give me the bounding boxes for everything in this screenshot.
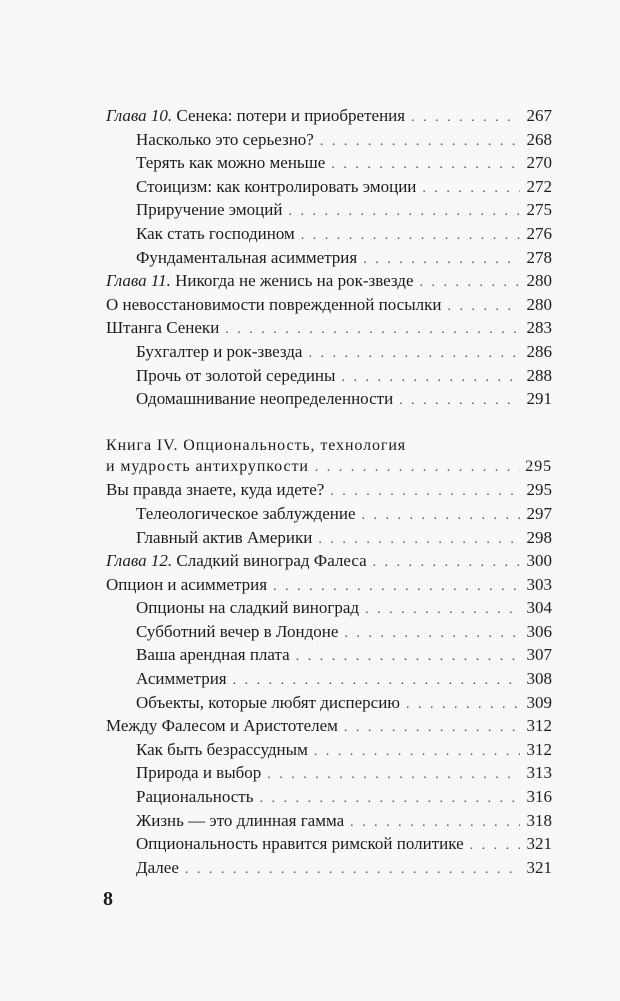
- toc-entry-page: 307: [526, 645, 552, 665]
- toc-entry: [106, 364, 552, 388]
- dot-leader: [411, 106, 520, 130]
- book-heading: [106, 432, 552, 455]
- toc-entry-text: Бухгалтер и рок-звезда: [136, 341, 303, 361]
- toc-entry-title: [136, 761, 261, 785]
- book-heading-line-2: и мудрость антихрупкости: [106, 457, 309, 475]
- toc-entry-page: 308: [526, 669, 552, 689]
- book-heading-page: 295: [525, 457, 552, 475]
- dot-leader: [331, 153, 520, 177]
- toc-entry-text: Штанга Сенеки: [106, 318, 220, 338]
- toc-entry: [106, 643, 552, 667]
- toc-entry: [106, 714, 552, 738]
- dot-leader: [341, 366, 520, 390]
- toc-entry-title: [136, 198, 282, 222]
- dot-leader: [362, 504, 520, 528]
- toc-entry-text: Одомашнивание неопределенности: [136, 389, 394, 409]
- dot-leader: [350, 811, 520, 835]
- toc-entry-title: [136, 526, 312, 550]
- toc-entry-text: Далее: [136, 857, 179, 877]
- toc-entry-page: 321: [526, 834, 552, 854]
- toc-entry-page: 276: [526, 223, 552, 243]
- toc-entry: [106, 316, 552, 340]
- toc-entry: [106, 691, 552, 715]
- toc-entry-title: [136, 809, 344, 833]
- dot-leader: [185, 858, 520, 882]
- toc-entry-page: 306: [526, 621, 552, 641]
- toc-entry: [106, 478, 552, 502]
- toc-entry-page: 288: [526, 365, 552, 385]
- toc-entry: [106, 128, 552, 152]
- dot-leader: [373, 551, 520, 575]
- dot-leader: [308, 342, 520, 366]
- toc-entry-title: [136, 785, 253, 809]
- toc-entry: [106, 549, 552, 573]
- toc-entry-title: [136, 620, 338, 644]
- toc-entry: [106, 175, 552, 199]
- toc-entry-title: [136, 596, 359, 620]
- toc-entry: [106, 738, 552, 762]
- toc-entry-text: Никогда не женись на рок-звезде: [170, 271, 414, 291]
- toc-entry: [106, 198, 552, 222]
- toc-entry-page: 280: [526, 271, 552, 291]
- toc-entry-text: Приручение эмоций: [136, 200, 283, 220]
- chapter-prefix: Глава 12.: [106, 551, 173, 571]
- toc-entry-text: Прочь от золотой середины: [136, 365, 336, 385]
- toc-entry-text: Ваша арендная плата: [136, 645, 290, 665]
- toc-entry-title: [136, 738, 308, 762]
- toc-entry-title: [136, 643, 290, 667]
- dot-leader: [288, 200, 520, 224]
- toc-entry-page: 268: [526, 129, 552, 149]
- toc-entry-page: 312: [526, 739, 552, 759]
- toc-entry-text: Рациональность: [136, 787, 254, 807]
- toc-entry: [106, 151, 552, 175]
- dot-leader: [422, 177, 520, 201]
- toc-entry-text: Как стать господином: [136, 223, 295, 243]
- toc-entry-page: 312: [526, 716, 552, 736]
- dot-leader: [470, 834, 520, 858]
- toc-entry-page: 304: [526, 598, 552, 618]
- toc-entry-title: [136, 667, 227, 691]
- toc-entry-title: [136, 387, 393, 411]
- dot-leader: [273, 575, 520, 599]
- toc-entry: [106, 293, 552, 317]
- toc-entry-text: Насколько это серьезно?: [136, 129, 314, 149]
- book-heading-row: [106, 455, 552, 479]
- toc-entry: [106, 246, 552, 270]
- toc-entry: [106, 620, 552, 644]
- dot-leader: [320, 130, 520, 154]
- toc-entry-title: [136, 175, 416, 199]
- toc-entry-title: [136, 246, 357, 270]
- toc-entry: [106, 573, 552, 597]
- toc-entry-page: 297: [526, 503, 552, 523]
- dot-leader: [447, 295, 520, 319]
- toc-entry-text: Главный актив Америки: [136, 527, 313, 547]
- toc-entry-text: О невосстановимости поврежденной посылки: [106, 294, 442, 314]
- toc-entry-page: 300: [526, 551, 552, 571]
- chapter-prefix: Глава 11.: [106, 271, 171, 291]
- toc-entry-text: Сладкий виноград Фалеса: [172, 551, 367, 571]
- toc-entry: [106, 856, 552, 880]
- toc-entry: [106, 104, 552, 128]
- dot-leader: [301, 224, 520, 248]
- toc-entry-text: Телеологическое заблуждение: [136, 503, 356, 523]
- toc-entry: [106, 761, 552, 785]
- dot-leader: [225, 318, 520, 342]
- toc-entry-text: Фундаментальная асимметрия: [136, 247, 358, 267]
- page-number: 8: [103, 888, 113, 910]
- toc-entry-page: 321: [526, 857, 552, 877]
- toc-entry-page: 283: [526, 318, 552, 338]
- toc-entry-page: 295: [526, 480, 552, 500]
- dot-leader: [365, 598, 520, 622]
- toc-entry-title: [106, 549, 367, 573]
- table-of-contents: [106, 104, 552, 879]
- dot-leader: [406, 693, 520, 717]
- toc-entry-text: Природа и выбор: [136, 763, 262, 783]
- toc-entry: [106, 809, 552, 833]
- toc-entry: [106, 526, 552, 550]
- toc-entry: [106, 269, 552, 293]
- dot-leader: [259, 787, 520, 811]
- dot-leader: [344, 622, 520, 646]
- toc-entry-title: [106, 478, 324, 502]
- toc-entry: [106, 502, 552, 526]
- toc-entry-title: [136, 832, 464, 856]
- toc-entry-text: Жизнь — это длинная гамма: [136, 810, 345, 830]
- toc-entry-page: 272: [526, 176, 552, 196]
- toc-entry-page: 318: [526, 810, 552, 830]
- toc-entry-text: Опциональность нравится римской политике: [136, 834, 464, 854]
- dot-leader: [399, 389, 520, 413]
- toc-entry-text: Терять как можно меньше: [136, 153, 326, 173]
- toc-entry-page: 270: [526, 153, 552, 173]
- toc-entry-text: Объекты, которые любят дисперсию: [136, 692, 401, 712]
- toc-entry: [106, 387, 552, 411]
- toc-entry-title: [136, 502, 356, 526]
- toc-section-2: [106, 478, 552, 879]
- toc-entry-page: 309: [526, 692, 552, 712]
- toc-entry-page: 303: [526, 574, 552, 594]
- toc-entry: [106, 340, 552, 364]
- toc-entry-text: Опцион и асимметрия: [106, 574, 268, 594]
- toc-entry-text: Между Фалесом и Аристотелем: [106, 716, 338, 736]
- section-gap: [106, 411, 552, 432]
- dot-leader: [330, 480, 520, 504]
- toc-entry-title: [106, 104, 405, 128]
- toc-entry-title: [106, 316, 219, 340]
- book-heading-line-1: Книга IV. Опциональность, технология: [106, 436, 407, 454]
- toc-entry-text: Асимметрия: [136, 669, 227, 689]
- toc-entry-page: 280: [526, 294, 552, 314]
- toc-entry: [106, 222, 552, 246]
- toc-section-1: [106, 104, 552, 411]
- toc-entry-title: [136, 691, 400, 715]
- dot-leader: [318, 528, 520, 552]
- toc-entry-title: [136, 151, 325, 175]
- toc-entry-title: [136, 340, 302, 364]
- toc-entry-title: [106, 714, 338, 738]
- dot-leader: [314, 740, 520, 764]
- toc-entry-page: 275: [526, 200, 552, 220]
- toc-entry-page: 267: [526, 106, 552, 125]
- toc-entry-text: Вы правда знаете, куда идете?: [106, 480, 325, 500]
- toc-entry-title: [136, 128, 314, 152]
- toc-entry: [106, 596, 552, 620]
- dot-leader: [344, 716, 520, 740]
- dot-leader: [296, 645, 520, 669]
- chapter-prefix: Глава 10.: [106, 106, 173, 125]
- dot-leader: [420, 271, 521, 295]
- toc-entry-title: [136, 856, 179, 880]
- toc-entry-page: 313: [526, 763, 552, 783]
- toc-entry-page: 298: [526, 527, 552, 547]
- dot-leader: [315, 456, 520, 480]
- toc-entry: [106, 832, 552, 856]
- toc-entry-text: Сенека: потери и приобретения: [172, 106, 406, 125]
- toc-entry-text: Субботний вечер в Лондоне: [136, 621, 339, 641]
- toc-entry: [106, 667, 552, 691]
- toc-entry-title: [136, 364, 335, 388]
- toc-entry-title: [106, 269, 414, 293]
- dot-leader: [233, 669, 520, 693]
- toc-entry: [106, 785, 552, 809]
- dot-leader: [363, 248, 520, 272]
- dot-leader: [267, 763, 520, 787]
- toc-entry-text: Опционы на сладкий виноград: [136, 598, 360, 618]
- toc-entry-page: 316: [526, 787, 552, 807]
- toc-entry-title: [136, 222, 295, 246]
- toc-entry-page: 286: [526, 341, 552, 361]
- toc-entry-title: [106, 293, 441, 317]
- toc-entry-text: Стоицизм: как контролировать эмоции: [136, 176, 417, 196]
- toc-entry-page: 278: [526, 247, 552, 267]
- toc-entry-text: Как быть безрассудным: [136, 739, 308, 759]
- toc-entry-page: 291: [526, 389, 552, 409]
- toc-entry-title: [106, 573, 267, 597]
